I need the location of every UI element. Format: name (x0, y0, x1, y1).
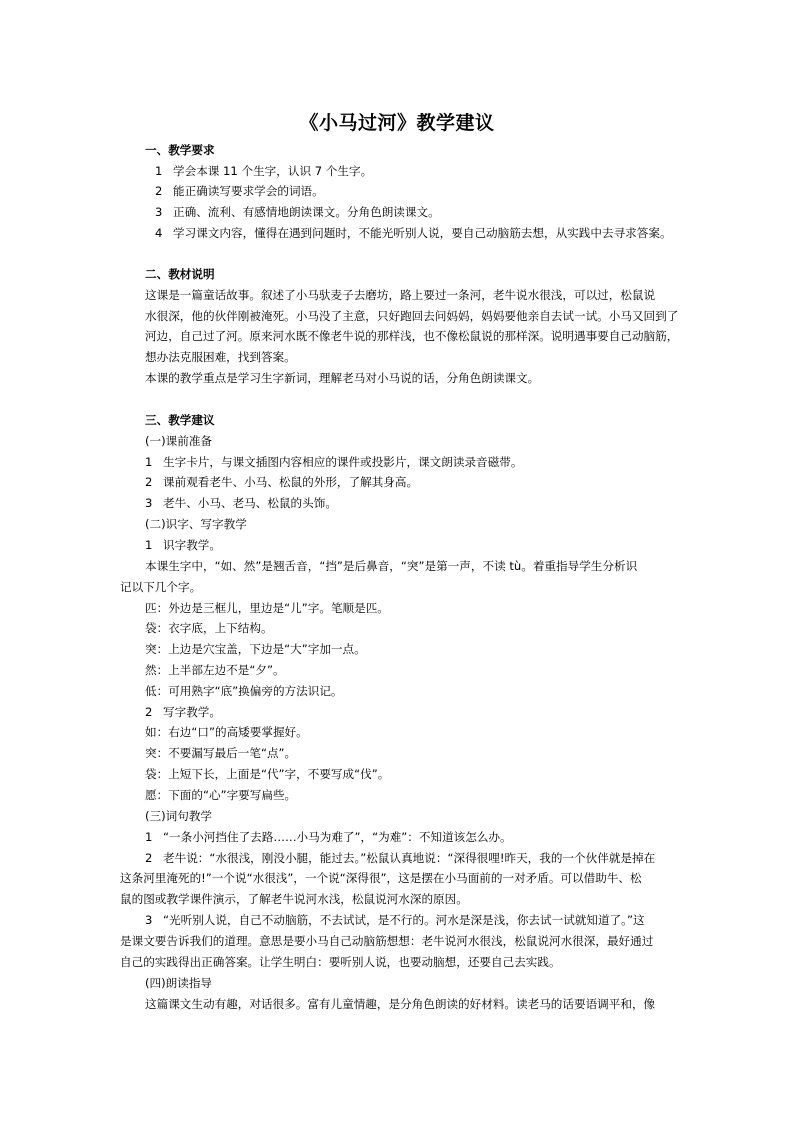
subsection-title: (二)识字、写字教学 (145, 517, 247, 531)
section-heading-requirements: 一、教学要求 (145, 143, 215, 157)
paragraph-line: 鼠的图或教学课件演示，了解老牛说河水浅，松鼠说河水深的原因。 (120, 892, 468, 906)
paragraph-line: 是课文要告诉我们的道理。意思是要小马自己动脑筋想想：老牛说河水很浅，松鼠说河水很深，最好通过 (120, 934, 654, 948)
paragraph-line: 2 老牛说：“水很浅，刚没小腿，能过去。”松鼠认真地说：“深得很哩!昨天，我的一个伙伴就是掉在 (145, 851, 656, 865)
paragraph-line: 这篇课文生动有趣，对话很多。富有儿童情趣，是分角色朗读的好材料。读老马的话要语调平和，像 (145, 997, 656, 1011)
section-heading-material: 二、教材说明 (145, 267, 215, 281)
list-item: 3 正确、流利、有感情地朗读课文。分角色朗读课文。 (155, 205, 440, 219)
paragraph-line: 本课生字中，“如、然”是翘舌音，“挡”是后鼻音，“突”是第一声，不读 tù。着重指导学生分析识 (145, 559, 638, 573)
list-item: 3 老牛、小马、老马、松鼠的头饰。 (145, 496, 337, 510)
paragraph-line: 记以下几个字。 (120, 580, 202, 594)
subsection-title: (四)朗读指导 (145, 976, 213, 990)
list-item: 匹：外边是三框儿，里边是“儿”字。笔顺是匹。 (145, 601, 389, 615)
list-item: 2 写字教学。 (145, 705, 221, 719)
paragraph-line: 本课的教学重点是学习生字新词，理解老马对小马说的话，分角色朗读课文。 (145, 371, 540, 385)
list-item: 1 “一条小河挡住了去路……小马为难了”，“为难”：不知道该怎么办。 (145, 830, 512, 844)
list-item: 然：上半部左边不是“夕”。 (145, 663, 285, 677)
list-item: 1 生字卡片，与课文插图内容相应的课件或投影片，课文朗读录音磁带。 (145, 455, 523, 469)
section-heading-suggestions: 三、教学建议 (145, 413, 215, 427)
list-item: 如：右边“口”的高矮要掌握好。 (145, 725, 308, 739)
document-title: 《小马过河》教学建议 (299, 112, 495, 134)
paragraph-line: 这课是一篇童话故事。叙述了小马驮麦子去磨坊，路上要过一条河，老牛说水很浅，可以过，松鼠说 (145, 288, 656, 302)
list-item: 愿：下面的“心”字要写扁些。 (145, 788, 297, 802)
paragraph-line: 这条河里淹死的!”一个说“水很浅”，一个说“深得很”，这是摆在小马面前的一对矛盾。可以借助牛、松 (120, 871, 642, 885)
list-item: 1 识字教学。 (145, 538, 221, 552)
paragraph-line: 河边，自己过了河。原来河水既不像老牛说的那样浅，也不像松鼠说的那样深。说明遇事要自己动脑筋， (145, 329, 679, 343)
paragraph-line: 想办法克服困难，找到答案。 (145, 350, 296, 364)
paragraph-line: 3 “光听别人说，自己不动脑筋，不去试试，是不行的。河水是深是浅，你去试一试就知道了。”这 (145, 913, 645, 927)
list-item: 1 学会本课 11 个生字，认识 7 个生字。 (155, 164, 373, 178)
paragraph-line: 水很深，他的伙伴刚被淹死。小马没了主意，只好跑回去问妈妈，妈妈要他亲自去试一试。小马又回到了 (145, 309, 679, 323)
paragraph-line: 自己的实践得出正确答案。让学生明白：要听别人说，也要动脑想，还要自己去实践。 (120, 955, 561, 969)
list-item: 袋：上短下长，上面是“代”字，不要写成“伐”。 (145, 767, 390, 781)
list-item: 袋：衣字底，上下结构。 (145, 621, 273, 635)
list-item: 2 能正确读写要求学会的词语。 (155, 184, 324, 198)
list-item: 突：上边是穴宝盖，下边是“大”字加一点。 (145, 642, 366, 656)
list-item: 4 学习课文内容，懂得在遇到问题时，不能光听别人说，要自己动脑筋去想，从实践中去寻求答案。 (155, 226, 672, 240)
list-item: 2 课前观看老牛、小马、松鼠的外形，了解其身高。 (145, 475, 419, 489)
list-item: 突：不要漏写最后一笔“点”。 (145, 746, 297, 760)
list-item: 低：可用熟字“底”换偏旁的方法识记。 (145, 684, 343, 698)
subsection-title: (一)课前准备 (145, 434, 213, 448)
subsection-title: (三)词句教学 (145, 809, 213, 823)
